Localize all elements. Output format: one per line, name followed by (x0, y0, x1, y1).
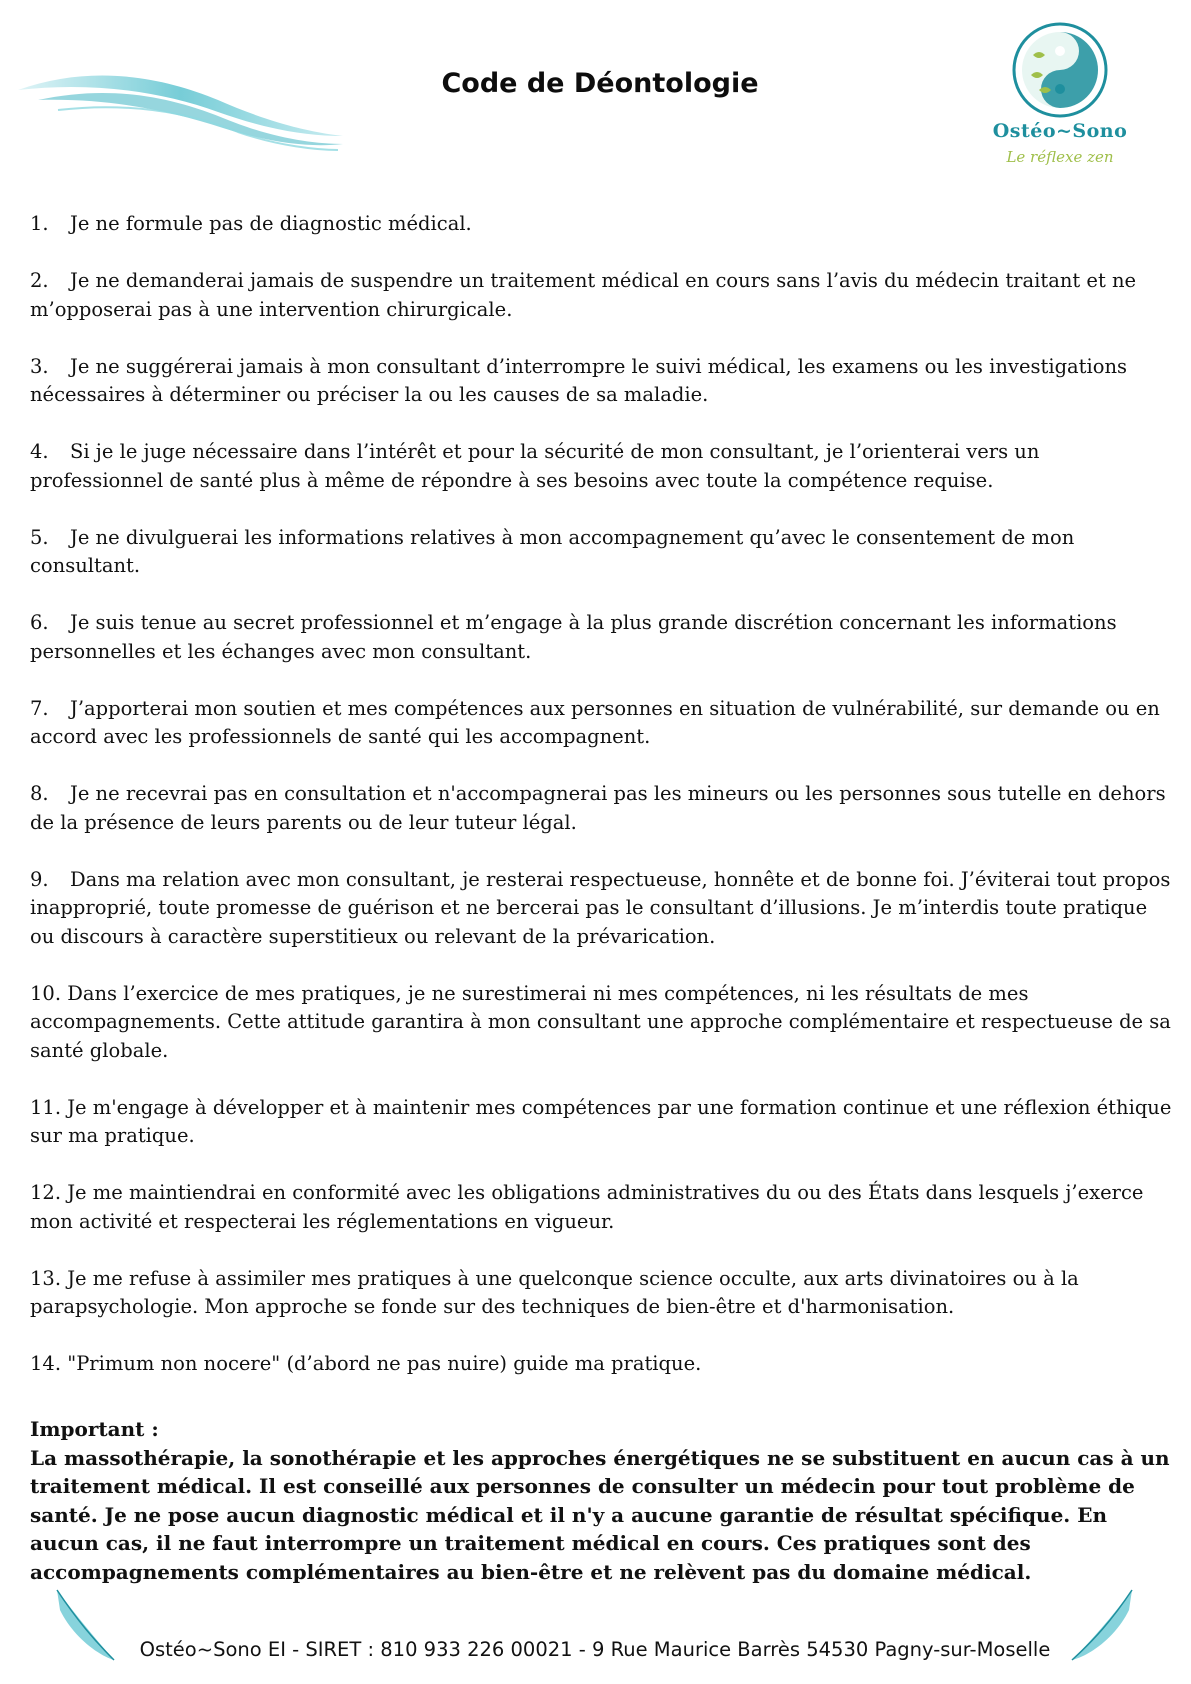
list-item: 11. Je m'engage à développer et à maintenir mes compétences par une formation continue et une réflexion éthique sur ma pratique. (30, 1095, 1172, 1147)
list-item: 12. Je me maintiendrai en conformité avec les obligations administratives du ou des États dans lesquels j’exerce mon activité et respecterai les réglementations en vigueur. (30, 1181, 1144, 1233)
important-text: La massothérapie, la sonothérapie et les approches énergétiques ne se substituent en aucun cas à un traitement médical. Il est conseillé aux personnes de consulter un médecin pour tout problème de santé. Je ne pose aucun diagnostic médical et il n'y a aucune garantie de résultat spécifique. En aucun cas, il ne faut interrompre un traitement médical en cours. Ces pratiques sont des accompagnements complémentaires au bien-être et ne relèvent pas du domaine médical. (30, 1445, 1170, 1584)
header-wave-decoration (18, 70, 348, 160)
logo (985, 20, 1135, 180)
list-item: 2. Je ne demanderai jamais de suspendre un traitement médical en cours sans l’avis du médecin traitant et ne m’opposerai pas à une intervention chirurgicale. (30, 269, 1137, 321)
list-item: 13. Je me refuse à assimiler mes pratiques à une quelconque science occulte, aux arts divinatoires ou à la parapsychologie. Mon approche se fonde sur des techniques de bien-être et d'harmonisation. (30, 1266, 1079, 1318)
yin-yang-logo-icon (985, 20, 1135, 120)
list-item: 7. J’apporterai mon soutien et mes compétences aux personnes en situation de vulnérabilité, sur demande ou en accord avec les professionnels de santé qui les accompagnent. (30, 696, 1160, 748)
logo-brand-name: Ostéo~Sono (992, 120, 1128, 142)
feather-left-icon (52, 1585, 122, 1665)
important-notice (30, 1415, 1175, 1586)
list-item: 5. Je ne divulguerai les informations relatives à mon accompagnement qu’avec le consentement de mon consultant. (30, 525, 1075, 577)
logo-tagline: Le réflexe zen (1006, 148, 1114, 166)
list-item: 14. "Primum non nocere" (d’abord ne pas nuire) guide ma pratique. (30, 1352, 702, 1375)
list-item: 1. Je ne formule pas de diagnostic médical. (30, 212, 472, 235)
page-title: Code de Déontologie (441, 68, 759, 100)
list-item: 10. Dans l’exercice de mes pratiques, je ne surestimerai ni mes compétences, ni les résultats de mes accompagnements. Cette attitude garantira à mon consultant une approche complémentaire et respectueuse de sa santé globale. (30, 981, 1171, 1062)
footer-company-info: Ostéo~Sono EI - SIRET : 810 933 226 00021 - 9 Rue Maurice Barrès 54530 Pagny-sur-Moselle (139, 1638, 1051, 1661)
deontology-list (30, 210, 1175, 1407)
list-item: 9. Dans ma relation avec mon consultant, je resterai respectueuse, honnête et de bonne foi. J’éviterai tout propos inapproprié, toute promesse de guérison et ne bercerai pas le consultant d’illusions. Je m’interdis toute pratique ou discours à caractère superstitieux ou relevant de la prévarication. (30, 867, 1171, 948)
list-item: 4. Si je le juge nécessaire dans l’intérêt et pour la sécurité de mon consultant, je l’orienterai vers un professionnel de santé plus à même de répondre à ses besoins avec toute la compétence requise. (30, 440, 1040, 492)
list-item: 8. Je ne recevrai pas en consultation et n'accompagnerai pas les mineurs ou les personnes sous tutelle en dehors de la présence de leurs parents ou de leur tuteur légal. (30, 782, 1166, 834)
important-heading: Important : (30, 1417, 159, 1441)
feather-right-icon (1062, 1585, 1137, 1665)
list-item: 6. Je suis tenue au secret professionnel et m’engage à la plus grande discrétion concernant les informations personnelles et les échanges avec mon consultant. (30, 611, 1117, 663)
list-item: 3. Je ne suggérerai jamais à mon consultant d’interrompre le suivi médical, les examens ou les investigations nécessaires à déterminer ou préciser la ou les causes de sa maladie. (30, 354, 1128, 406)
